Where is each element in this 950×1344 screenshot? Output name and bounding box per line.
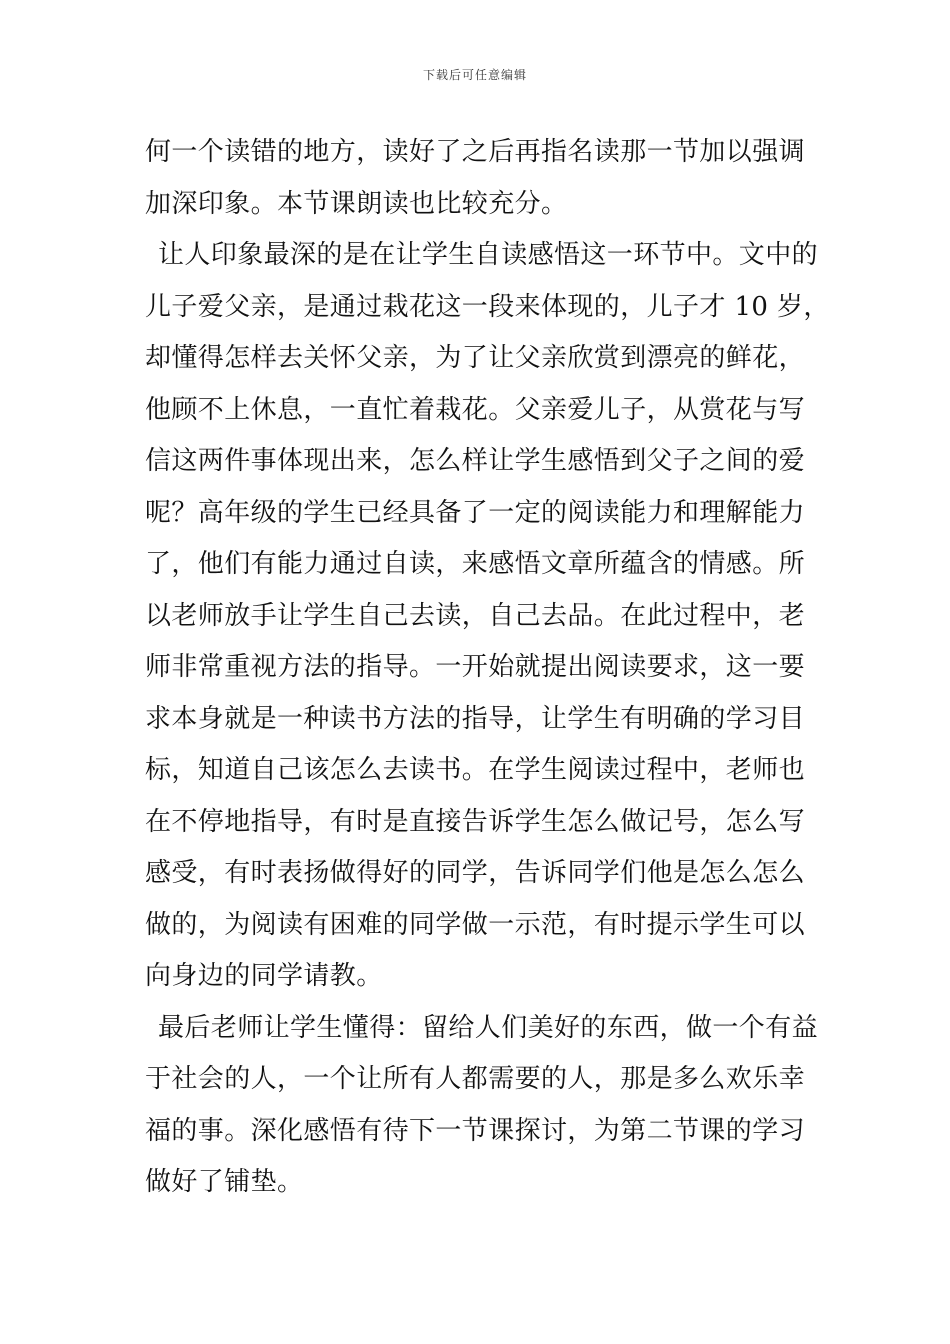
text-line: 于社会的人，一个让所有人都需要的人，那是多么欢乐幸	[145, 1064, 806, 1094]
text-line: 做的，为阅读有困难的同学做一示范，有时提示学生可以	[145, 909, 806, 940]
text-line: 何一个读错的地方，读好了之后再指名读那一节加以强调	[145, 137, 806, 167]
text-line: 师非常重视方法的指导。一开始就提出阅读要求，这一要	[145, 652, 806, 682]
text-line: 呢？高年级的学生已经具备了一定的阅读能力和理解能力	[145, 497, 806, 528]
text-line: 福的事。深化感悟有待下一节课探讨，为第二节课的学习	[145, 1115, 806, 1146]
text-line: 了，他们有能力通过自读，来感悟文章所蕴含的情感。所	[145, 549, 806, 579]
text-line: 向身边的同学请教。	[145, 961, 383, 991]
paragraph	[145, 233, 830, 1006]
text-line: 求本身就是一种读书方法的指导，让学生有明确的学习目	[145, 703, 806, 734]
page-header: 下载后可任意编辑	[422, 68, 527, 82]
text-line: 信这两件事体现出来，怎么样让学生感悟到父子之间的爱	[145, 446, 806, 476]
text-line: 他顾不上休息，一直忙着栽花。父亲爱儿子，从赏花与写	[145, 394, 806, 425]
text-line: 标，知道自己该怎么去读书。在学生阅读过程中，老师也	[145, 755, 806, 785]
text-line: 儿子爱父亲，是通过栽花这一段来体现的，儿子才 10 岁，	[145, 291, 830, 322]
paragraph	[145, 130, 810, 233]
paragraph	[145, 1006, 819, 1212]
text-line: 让人印象最深的是在让学生自读感悟这一环节中。文中的	[158, 240, 819, 270]
text-line: 在不停地指导，有时是直接告诉学生怎么做记号，怎么写	[145, 806, 806, 837]
text-line: 以老师放手让学生自己去读，自己去品。在此过程中，老	[145, 600, 806, 631]
text-line: 感受，有时表扬做得好的同学，告诉同学们他是怎么怎么	[145, 858, 806, 888]
text-line: 却懂得怎样去关怀父亲，为了让父亲欣赏到漂亮的鲜花，	[145, 343, 806, 373]
document-body	[145, 130, 830, 1212]
text-line: 加深印象。本节课朗读也比较充分。	[145, 188, 568, 219]
text-line: 做好了铺垫。	[145, 1167, 304, 1197]
text-line: 最后老师让学生懂得：留给人们美好的东西，做一个有益	[158, 1012, 819, 1043]
